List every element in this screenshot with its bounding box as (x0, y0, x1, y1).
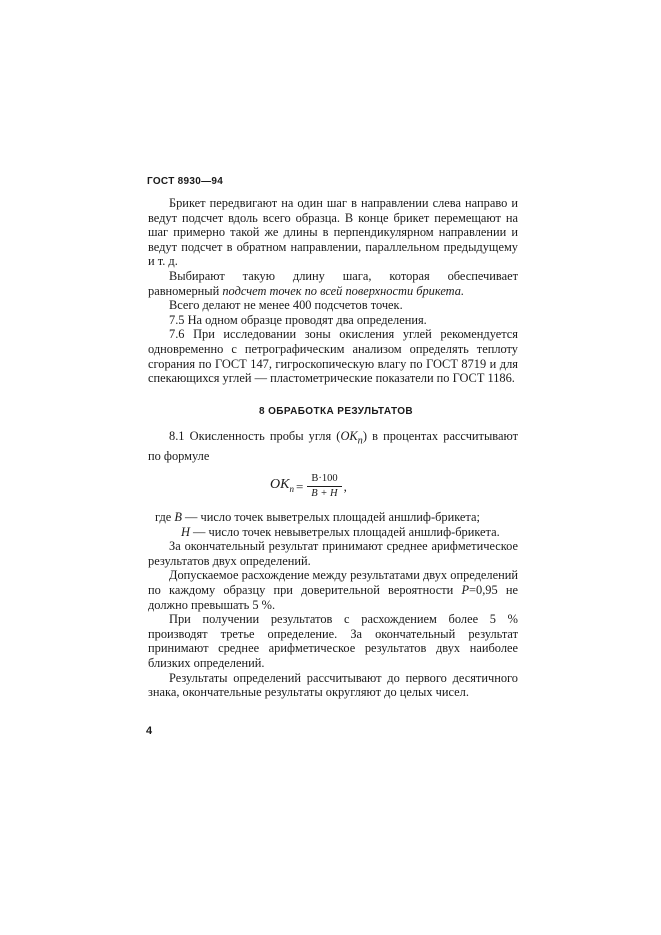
oxidation-symbol (340, 429, 363, 447)
paragraph-rounding: Результаты определений рассчитывают до первого десятичного знака, окончательные результаты округляют до целых чисел. (148, 670, 518, 700)
deviation-text-b: =0,95 не должно превышать 5 %. (148, 582, 519, 612)
formula-comma: , (343, 478, 347, 494)
paragraph-allowed-deviation (148, 568, 518, 612)
probability-symbol: P (461, 582, 470, 597)
page-number: 4 (146, 725, 153, 737)
formula-fraction (307, 473, 341, 500)
where-h-text: — число точек невыветрелых площадей аншлиф-брикета. (189, 524, 500, 539)
paragraph-third-determination: При получении результатов с расхождением более 5 % производят третье определение. За окончательный результат принимают среднее арифметическое результатов двух наиболее близких определений. (148, 612, 518, 670)
step-length-italic: подсчет точек по всей поверхности брикета. (222, 283, 465, 298)
standard-header: ГОСТ 8930—94 (147, 176, 224, 187)
where-h-symbol: H (181, 524, 190, 539)
clause-7-5: 7.5 На одном образце проводят два определения. (169, 312, 427, 327)
paragraph-step-movement: Брикет передвигают на один шаг в направлении слева направо и ведут подсчет вдоль всего образца. В конце брикет перемещают на шаг примерно такой же длины в перпендикулярном направлении и ведут подсчет в обратном направлении, параллельном предыдущему и т. д. (148, 196, 518, 269)
document-body (148, 196, 518, 700)
oxidation-formula (148, 470, 518, 504)
section-title: 8 ОБРАБОТКА РЕЗУЛЬТАТОВ (258, 405, 413, 417)
where-b-symbol: B (174, 509, 182, 524)
where-h-definition (148, 525, 518, 540)
formula-lhs-main: OK (270, 476, 290, 492)
clause-7-6: 7.6 При исследовании зоны окисления углей рекомендуется одновременно с петрографическим анализом определять теплоту сгорания по ГОСТ 147, гигроскопическую влагу по ГОСТ 8719 и для спекающихся углей — пластометрические показатели по ГОСТ 1186. (148, 327, 518, 386)
formula-equals: = (295, 478, 304, 494)
deviation-text-a: Допускаемое расхождение между результатами двух определений по каждому образцу при доверительной вероятности (148, 568, 518, 597)
oxidation-symbol-main: OK (340, 429, 358, 444)
formula-numerator: B·100 (307, 473, 341, 487)
paragraph-step-length (148, 269, 518, 298)
formula-lhs (270, 478, 294, 496)
paragraph-point-count: Всего делают не менее 400 подсчетов точек. (169, 298, 403, 313)
where-prefix: где (155, 509, 175, 524)
where-b-definition (148, 510, 518, 525)
clause-8-1-text-b: ) в процентах рассчитывают по формуле (148, 429, 518, 464)
paragraph-final-result: За окончательный результат принимают среднее арифметическое результатов двух определений. (148, 539, 518, 568)
oxidation-symbol-sub: п (357, 435, 363, 447)
clause-8-1-text-a: 8.1 Окисленность пробы угля ( (169, 429, 341, 444)
clause-8-1 (148, 429, 518, 464)
formula-denominator: B + H (311, 488, 338, 500)
step-length-text: Выбирают такую длину шага, которая обеспечивает равномерный (148, 268, 518, 298)
formula-lhs-sub: п (289, 483, 294, 494)
where-b-text: — число точек выветрелых площадей аншлиф-брикета; (181, 509, 480, 524)
